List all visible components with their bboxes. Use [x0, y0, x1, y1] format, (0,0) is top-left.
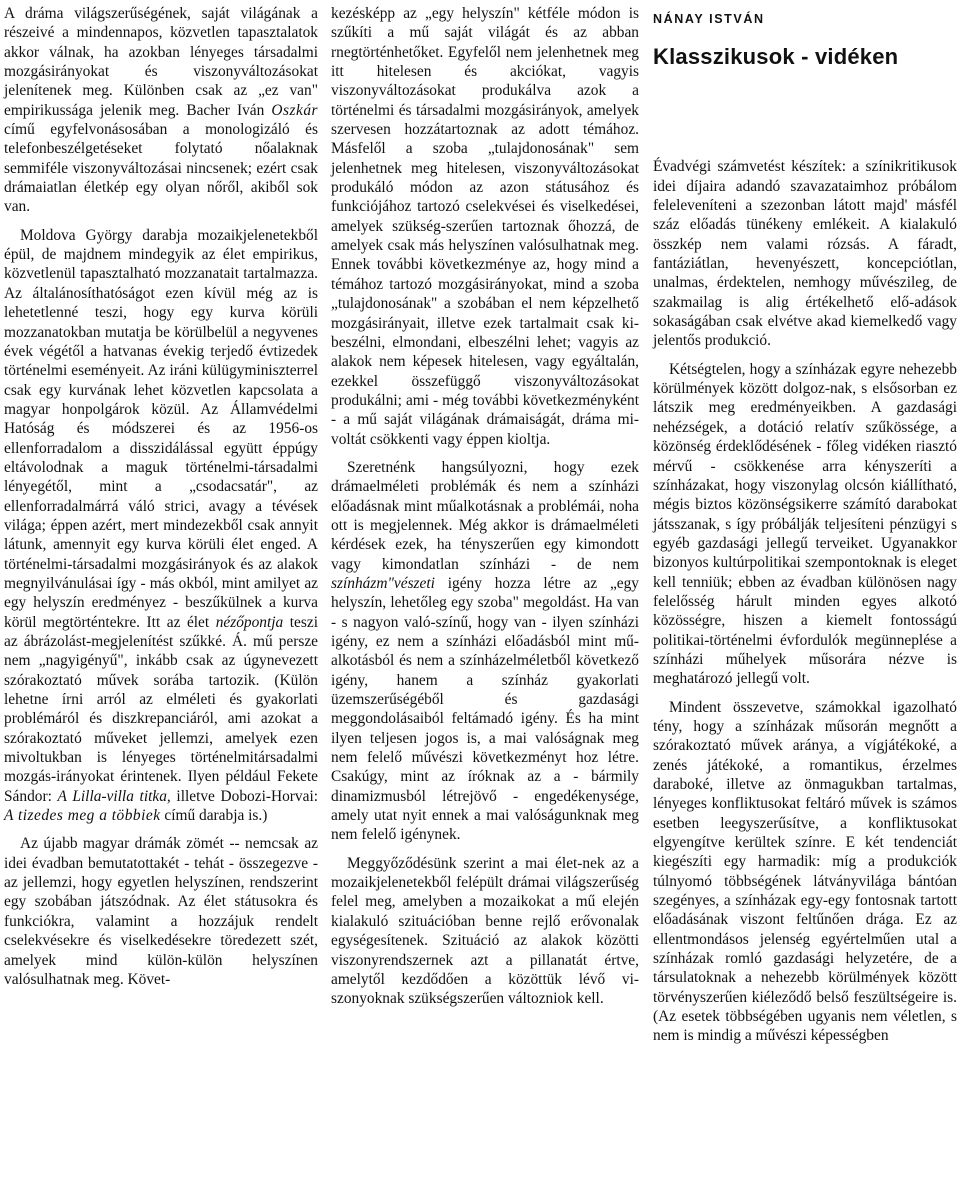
text-span: című darabja is.): [160, 807, 268, 825]
paragraph: [4, 4, 318, 217]
paragraph: [331, 458, 639, 845]
italic-title: A tizedes meg a többiek: [4, 807, 161, 825]
article-author: NÁNAY ISTVÁN: [653, 12, 765, 26]
article-column-1: [4, 4, 318, 989]
article-column-3: [653, 4, 957, 1046]
paragraph: Mindent összevetve, számokkal igazolható tény, hogy a színházak műsorán megnőtt a szórakoztató művek aránya, a vígjátékoké, a zenés játékoké, a romantikus, érzelmes daraboké, illetve az önmagukban tartalmas, lényeges konfliktusokat feltáró művek is számos esetben leegyszerűsítve, a konfliktusokat elgyengítve kerültek színre. E két tendenciát kiegészíti egy harmadik: míg a produkciók túlnyomó többségének látványvilága bántóan szegényes, a színházak egy-egy fontosnak tartott előadásának viszont feltűnően drága. Ez az ellentmondásos jelenség egyértelműen utal a színházak romló gazdasági helyzetére, de a társulatoknak a nehezebb körülmények között törvényszerűen kiéleződő belső feszültségeire is. (Az esetek többségében ugyanis nem véletlen, s nem is mindig a művészi képességben: [653, 698, 957, 1045]
text-span: illetve Dobozi-Horvai:: [170, 787, 318, 805]
italic-title: A Lilla-villa titka,: [57, 787, 171, 805]
text-span: igény hozza létre az „egy helyszín, lehetőleg egy szoba" megoldást. Ha van - s nagyon való-színű, hogy van - ilyen színházi igény, ez nem a színházi előadásból mint mű-alkotásból és nem a színházelméletből következő igény, hanem a színház gyakorlati üzemszerűségéből és gazdasági meggondolásaiból feltámadó igény. És ha mint ilyen teljesen jogos is, a mai valóságnak meg nem felelő művészi következményt hoz létre. Csakúgy, mint az íróknak az a - bármily dinamizmusból létrejövő - engedékenysége, amely utat nyit ennek a mai valóságunknak meg nem felelő igénynek.: [331, 574, 639, 844]
paragraph: kezésképp az „egy helyszín" kétféle módon is szűkíti a mű saját világát és az abban rnegtörténhetőket. Egyfelől nem jelenhetnek meg itt hitelesen és akciókat, vagyis viszonyváltozásokat produkálva azok a történelmi és társadalmi mozgásirányok, amelyek szervesen hozzátartoznak az adott témához. Másfelől a szoba „tulajdonosának" sem jelenhetnek meg hitelesen, viszonyváltozásokat produkáló módon az azon státusához és funkciójához tartozó cselekvései és viselkedései, amelyek szükség-szerűen tartoznak őhozzá, de amelyek csak más helyszínen valósulhatnak meg. Ennek további következménye az, hogy mind a témához tartozó mozgásirányokat, mind a szoba „tulajdonosának" a szobában el nem képzelhető mozgásirányait, illetve ezek tartalmait csak ki-beszélni, elmondani, elbeszélni lehet; vagyis az alakok nem képesek hitelesen, vagy egyáltalán, ezekkel összefüggő viszonyváltozásokat produkálni; ami - még további következményként - a mű saját világának drámaiságát, dráma mi-voltát csökkenti vagy éppen kioltja.: [331, 5, 639, 448]
italic-title: Oszkár: [271, 101, 318, 119]
paragraph: Évadvégi számvetést készítek: a színikritikusok idei díjaira adandó szavazataimhoz próbálom feleleveníteni a szezonban látott majd' másfél száz előadás tünékeny emlékeit. A kialakuló összkép nem valami rózsás. A fáradt, fantáziátlan, hevenyészett, koncepciótlan, unalmas, érdektelen, nemhogy művészileg, de szakmailag is alig értékelhető elő-adások sokaságában csak elvétve akad kiemelkedő vagy jelentős produkció.: [653, 158, 957, 350]
text-span: teszi az ábrázolást-megjelenítést szűkké. Á. mű persze nem „nagyigényű", inkább csak az úgynevezett szórakoztató művek sorába tartozik. (Külön lehetne írni arról az elméleti és gyakorlati problémáról és diszkrepanciáról, ami azokat a szórakoztató műveket jellemzi, amelyek ezen mivoltukban is lényeges történelmitársadalmi mozgás-irányokat érintenek. Ilyen például Fekete Sándor:: [4, 613, 318, 805]
text-span: című egyfelvonásosában a monologizáló és telefonbeszélgetéseket folytató nőalaknak semmiféle viszonyváltozásai nincsenek; ezért csak drámaiatlan életkép egy olyan nőről, akiből sok van.: [4, 121, 318, 216]
text-span: Szeretnénk hangsúlyozni, hogy ezek drámaelméleti problémák és nem a színházi előadásnak mint műalkotásnak a problémái, noha ott is megjelennek. Még akkor is drámaelméleti kérdések ezek, ha tényszerűen egy kimondott vagy kimondatlan színházi - de nem: [331, 458, 639, 573]
italic-word: színházm"vészeti: [331, 574, 435, 592]
article-title: Klasszikusok - vidéken: [653, 44, 899, 70]
article-column-2: [331, 4, 639, 1009]
paragraph: [4, 226, 318, 826]
paragraph: Kétségtelen, hogy a színházak egyre nehezebb körülmények között dolgoz-nak, s elsősorban ez látszik meg eredményeikben. A gazdasági nehézségek, a dotáció relatív szűkössége, a közönség érdeklődésének - főleg vidéken riasztó mérvű - csökkenése arra kényszeríti a színházakat, hogy viszonylag olcsón kiállítható, mégis biztos közönségsikerre számító darabokat játsszanak, s így próbálják teljesíteni pénzügyi s egyéb gazdasági jellegű terveiket. Ugyanakkor bizonyos kultúrpolitikai szempontoknak is eleget kell tenniük; ebben az évadban különösen nagy felelősség hárult minden egyes alkotó közösségre, hiszen a kiemelt fontosságú politikai-történelmi évfordulók megünneplése a színházi műhelyek műsorára nézve is meghatározó jellegű volt.: [653, 360, 957, 688]
text-span: A dráma világszerűségének, saját világának a részeivé a mindennapos, közvetlen tapasztalatok akkor válnak, ha azokban lényeges társadalmi mozgásirányokat és viszonyváltozásokat jelenítenek meg. Különben csak az „ez van" empirikussága jelenik meg. Bacher Iván: [4, 5, 318, 119]
italic-word: nézőpontja: [215, 613, 284, 631]
paragraph: Az újabb magyar drámák zömét -- nemcsak az idei évadban bemutatottakét - tehát - összegezve - az jellemzi, hogy egyetlen helyszínen, rendszerint egy szobában játszódnak. Az élet státusokra és funkciókra, valamint a hozzájuk rendelt cselekvésekre és viselkedésekre töredezett szét, amelyek mind külön-külön helyszínen valósulhatnak meg. Követ-: [4, 835, 318, 988]
paragraph: Meggyőződésünk szerint a mai élet-nek az a mozaikjelenetekből felépült drámai világszerűség felel meg, amelyben a mozaikokat a mű elején kialakuló szituációban benne rejlő erővonalak egységesítenek. Szituáció az alakok közötti viszonyrendszernek azt a pillanatát értve, amelytől kezdődően a közöttük lévő viszonyoknak szükségszerűen változniok kell.: [331, 854, 639, 1008]
text-span: Moldova György darabja mozaikjelenetekből épül, de majdnem mindegyik az élet empirikus, közvetlenül tapasztalható mozzanatait tartalmazza. Az általánosíthatóságot ezen kívül még az is lehetetlenné teszi, hogy egy kurva körüli mozzanatokban mutatja be körülbelül a negyvenes évek végétől a hatvanas évekig terjedő évtizedek történelmi eseményeit. Az iráni külügyminiszterrel csak egy kurvának lehet közvetlen kapcsolata a magyar honpolgárok közül. Az Államvédelmi Hatóság és módszerei és az 1956-os ellenforradalom a disszidálással együtt éppúgy eltávolodnak a maguk történelmi-társadalmi lényegétől, mint a „csodacsatár", az ellenforradalmárrá váló strici, avagy a tévések világa; éppen azért, mert mindezekből csak annyit látunk, amennyit egy kurva körüli élet enged. A történelmi-társadalmi mozgásirányok és az alakok megnyilvánulásai így - más okból, mint amilyet az egy helyszín eredményez - beszűkülnek a kurva körül megtörténtekre. Itt az élet: [4, 226, 318, 631]
